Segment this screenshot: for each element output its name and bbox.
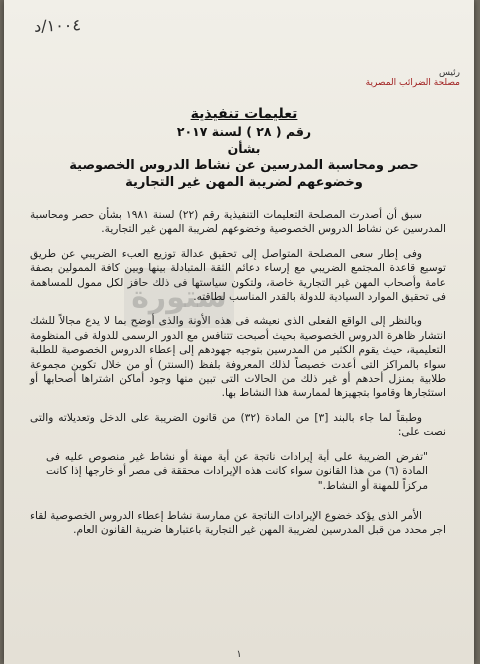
document-page [4, 0, 474, 664]
subject-line-2: وخضوعهم لضريبة المهن غير التجارية [125, 175, 363, 190]
watermark-logo: ستورة [124, 268, 234, 328]
paragraph-reality: وبالنظر إلى الواقع الفعلى الذى نعيشه فى هذه الأونة والذى أوضح بما لا يدع مجالاً للشك انتشار ظاهرة الدروس الخصوصية بحيث أصبحت تتنافس مع الدور الرسمى للدولة فى المنظومة التعليمية، حيث يقوم الكثير من المدرسين بتوجيه جهودهم إلى إعطاء الدروس الخصوصية للطلبة سواء بالمراكز التى أعدت خصيصاً لذلك المعروفة بلفظ (السنتر) أو من خلال تكوين مجموعة طلابية بمنزل أحدهم أو غير ذلك من الحالات التى تبين منها وجود أماكن اشتراها أصحابها أو استئجارها وقاموا بتجهيزها لممارسة هذا النشاط بها. [30, 315, 446, 400]
paragraph-conclusion: الأمر الذى يؤكد خضوع الإيرادات الناتجة عن ممارسة نشاط إعطاء الدروس الخصوصية لقاء اجر محدد من قبل المدرسين لضريبة المهن غير التجارية باعتبارها ضريبة القانون العام. [30, 509, 446, 537]
document-title: تعليمات تنفيذية [190, 106, 298, 122]
issuing-organization [340, 68, 460, 88]
paragraph-legal-basis: وطبقاً لما جاء بالبند [٣] من المادة (٣٢) من قانون الضريبة على الدخل وتعديلاته والتى نصت على: [30, 411, 446, 439]
subject-prefix: بشأن [227, 141, 261, 156]
subject-line-1: حصر ومحاسبة المدرسين عن نشاط الدروس الخصوصية [69, 158, 419, 173]
org-name: مصلحة الضرائب المصرية [365, 78, 460, 88]
paragraph-law-quote: "تفرض الضريبة على أية إيرادات ناتجة عن أية مهنة أو نشاط غير منصوص عليه فى المادة (٦) من هذا القانون سواء كانت هذه الإيرادات محققة فى مصر أو خارجها إذا كانت مركزاً للمهنة أو النشاط." [46, 450, 428, 492]
instruction-number: رقم ( ٢٨ ) لسنة ٢٠١٧ [176, 124, 312, 139]
reference-number: ١٠٠٤/د [33, 15, 82, 36]
paragraph-background: سبق أن أصدرت المصلحة التعليمات التنفيذية رقم (٢٢) لسنة ١٩٨١ بشأن حصر ومحاسبة المدرسين عن نشاط الدروس الخصوصية وخضوعهم لضريبة المهن غير التجارية. [30, 209, 446, 236]
document-heading [44, 106, 444, 191]
page-number: ١ [236, 649, 242, 660]
paragraph-policy: وفى إطار سعى المصلحة المتواصل إلى تحقيق عدالة توزيع العبء الضريبي عن طريق توسيع قاعدة المجتمع الضريبي مع إرساء دعائم الثقة المتبادلة بينها وبين كافة الممولين بصفة عامة وأصحاب المهن غير التجارية خاصة، ولتكون سياستها فى ذلك حافز لكل ممول للمساهمة فى تحقيق الموارد السيادية للدولة بالقدر المناسب لطاقته. [30, 247, 446, 304]
document-body [30, 208, 446, 548]
org-role: رئيس [438, 68, 460, 78]
